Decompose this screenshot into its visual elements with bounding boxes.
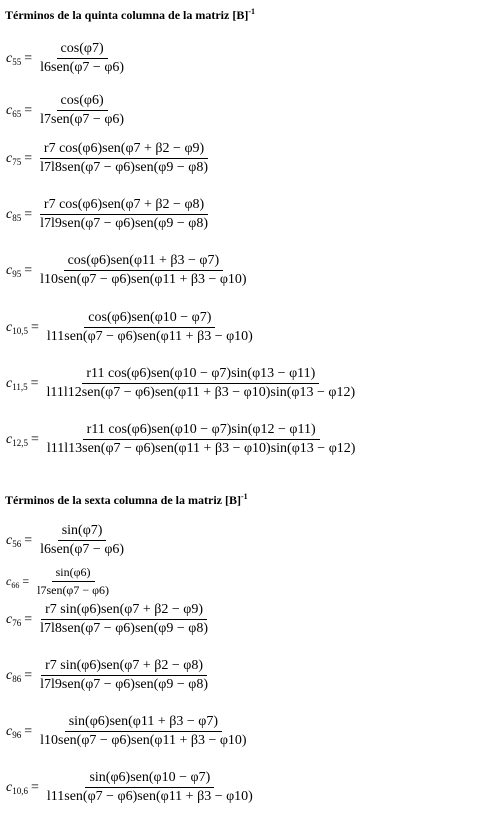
- equation-lhs: $c_{56}$: [6, 532, 22, 549]
- equation-c11-5: $c_{11,5}$ = $\frac{\text{r11 cos(φ6)sen(φ10 − φ7)sin(φ13 − φ11)}}{\text{l11l12sen(φ7 − φ6)sen(φ11 + β3 − φ10)sin(φ13 − φ12)}}$: [6, 366, 359, 401]
- denominator: l7l8sen(φ7 − φ6)sen(φ9 − φ8): [40, 621, 208, 636]
- equation-lhs: $c_{96}$: [6, 723, 22, 740]
- numerator: sin(φ7): [58, 523, 107, 541]
- denominator: l7sen(φ7 − φ6): [40, 112, 125, 127]
- equation-lhs: $c_{75}$: [6, 150, 22, 167]
- denominator: l7l8sen(φ7 − φ6)sen(φ9 − φ8): [40, 160, 208, 175]
- denominator: l6sen(φ7 − φ6): [40, 60, 125, 75]
- denominator: l11sen(φ7 − φ6)sen(φ11 + β3 − φ10): [46, 789, 253, 804]
- fraction: [43, 366, 360, 401]
- heading-text: Términos de la quinta columna de la matriz [B]: [5, 8, 249, 22]
- heading-section-5: [5, 7, 255, 23]
- heading-section-6: [5, 492, 248, 508]
- equation-c86: $c_{86}$ = $\frac{\text{r7 sin(φ6)sen(φ7 + β2 − φ8)}}{\text{l7l9sen(φ7 − φ6)sen(φ9 − φ8)}}$: [6, 658, 212, 693]
- numerator: r11 cos(φ6)sen(φ10 − φ7)sin(φ12 − φ11): [83, 422, 320, 440]
- fraction: [36, 523, 128, 558]
- equation-c66: $c_{66}$ = $\frac{\sin(\varphi 6)}{\text{l7sen(φ7 − φ6)}}$: [6, 565, 113, 598]
- equation-lhs: $c_{12,5}$: [6, 431, 28, 448]
- fraction: [36, 602, 212, 637]
- fraction: [36, 714, 250, 749]
- equation-lhs: $c_{55}$: [6, 50, 22, 67]
- equation-c12-5: $c_{12,5}$ = $\frac{\text{r11 cos(φ6)sen(φ10 − φ7)sin(φ12 − φ11)}}{\text{l11l13sen(φ7 − φ6)sen(φ11 + β3 − φ10)sin(φ13 − φ12)}}$: [6, 422, 359, 457]
- numerator: cos(φ7): [57, 41, 108, 59]
- equation-lhs: $c_{76}$: [6, 611, 22, 628]
- denominator: l10sen(φ7 − φ6)sen(φ11 + β3 − φ10): [40, 272, 247, 287]
- fraction: [36, 253, 250, 288]
- fraction: [36, 658, 212, 693]
- equation-c65: $c_{65}$ = $\frac{\cos(\varphi 6)}{\text{l7sen(φ7 − φ6)}}$: [6, 93, 128, 128]
- denominator: l11l12sen(φ7 − φ6)sen(φ11 + β3 − φ10)sin(φ13 − φ12): [46, 385, 356, 400]
- equation-c55: $c_{55}$ = $\frac{\cos(\varphi 7)}{\text{l6sen(φ7 − φ6)}}$: [6, 41, 128, 76]
- fraction: [43, 770, 257, 805]
- fraction: [43, 422, 360, 457]
- numerator: r7 sin(φ6)sen(φ7 + β2 − φ8): [41, 658, 207, 676]
- fraction: [36, 41, 128, 76]
- numerator: r7 sin(φ6)sen(φ7 + β2 − φ9): [41, 602, 207, 620]
- equation-c56: $c_{56}$ = $\frac{\sin(\varphi 7)}{\text{l6sen(φ7 − φ6)}}$: [6, 523, 128, 558]
- fraction: [33, 565, 113, 598]
- equation-lhs: $c_{10,6}$: [6, 779, 28, 796]
- heading-superscript: -1: [240, 492, 248, 501]
- denominator: l7sen(φ7 − φ6): [37, 583, 110, 597]
- numerator: r7 cos(φ6)sen(φ7 + β2 − φ8): [40, 197, 208, 215]
- numerator: cos(φ6)sen(φ11 + β3 − φ7): [64, 253, 224, 271]
- fraction: [36, 93, 128, 128]
- equation-lhs: $c_{10,5}$: [6, 319, 28, 336]
- numerator: sin(φ6)sen(φ11 + β3 − φ7): [65, 714, 222, 732]
- denominator: l7l9sen(φ7 − φ6)sen(φ9 − φ8): [40, 677, 208, 692]
- fraction: [36, 197, 212, 232]
- numerator: cos(φ6): [57, 93, 108, 111]
- numerator: r11 cos(φ6)sen(φ10 − φ7)sin(φ13 − φ11): [82, 366, 319, 384]
- numerator: r7 cos(φ6)sen(φ7 + β2 − φ9): [40, 141, 208, 159]
- equation-c75: $c_{75}$ = $\frac{\text{r7 cos(φ6)sen(φ7 + β2 − φ9)}}{\text{l7l8sen(φ7 − φ6)sen(φ9 − φ8)}}$: [6, 141, 212, 176]
- heading-superscript: -1: [248, 7, 255, 16]
- denominator: l10sen(φ7 − φ6)sen(φ11 + β3 − φ10): [40, 733, 247, 748]
- numerator: sin(φ6): [52, 565, 95, 582]
- equation-lhs: $c_{95}$: [6, 262, 22, 279]
- equation-c85: $c_{85}$ = $\frac{\text{r7 cos(φ6)sen(φ7 + β2 − φ8)}}{\text{l7l9sen(φ7 − φ6)sen(φ9 − φ8)}}$: [6, 197, 212, 232]
- equation-c96: $c_{96}$ = $\frac{\text{sin(φ6)sen(φ11 + β3 − φ7)}}{\text{l10sen(φ7 − φ6)sen(φ11 + β3 − φ10)}}$: [6, 714, 251, 749]
- denominator: l11sen(φ7 − φ6)sen(φ11 + β3 − φ10): [46, 329, 253, 344]
- equation-lhs: $c_{85}$: [6, 206, 22, 223]
- equation-lhs: $c_{66}$: [6, 573, 20, 590]
- equation-c95: $c_{95}$ = $\frac{\text{cos(φ6)sen(φ11 + β3 − φ7)}}{\text{l10sen(φ7 − φ6)sen(φ11 + β3 − φ10)}}$: [6, 253, 251, 288]
- numerator: cos(φ6)sen(φ10 − φ7): [84, 310, 215, 328]
- equation-lhs: $c_{11,5}$: [6, 375, 28, 392]
- equation-c10-5: $c_{10,5}$ = $\frac{\text{cos(φ6)sen(φ10 − φ7)}}{\text{l11sen(φ7 − φ6)sen(φ11 + β3 − φ10)}}$: [6, 310, 257, 345]
- equation-c10-6: $c_{10,6}$ = $\frac{\text{sin(φ6)sen(φ10 − φ7)}}{\text{l11sen(φ7 − φ6)sen(φ11 + β3 − φ10)}}$: [6, 770, 257, 805]
- equation-lhs: $c_{86}$: [6, 667, 22, 684]
- fraction: [43, 310, 257, 345]
- heading-text: Términos de la sexta columna de la matriz [B]: [5, 493, 241, 507]
- denominator: l6sen(φ7 − φ6): [40, 542, 125, 557]
- equation-c76: $c_{76}$ = $\frac{\text{r7 sin(φ6)sen(φ7 + β2 − φ9)}}{\text{l7l8sen(φ7 − φ6)sen(φ9 − φ8)}}$: [6, 602, 212, 637]
- fraction: [36, 141, 212, 176]
- denominator: l7l9sen(φ7 − φ6)sen(φ9 − φ8): [40, 216, 208, 231]
- denominator: l11l13sen(φ7 − φ6)sen(φ11 + β3 − φ10)sin(φ13 − φ12): [46, 441, 356, 456]
- equation-lhs: $c_{65}$: [6, 102, 22, 119]
- numerator: sin(φ6)sen(φ10 − φ7): [85, 770, 214, 788]
